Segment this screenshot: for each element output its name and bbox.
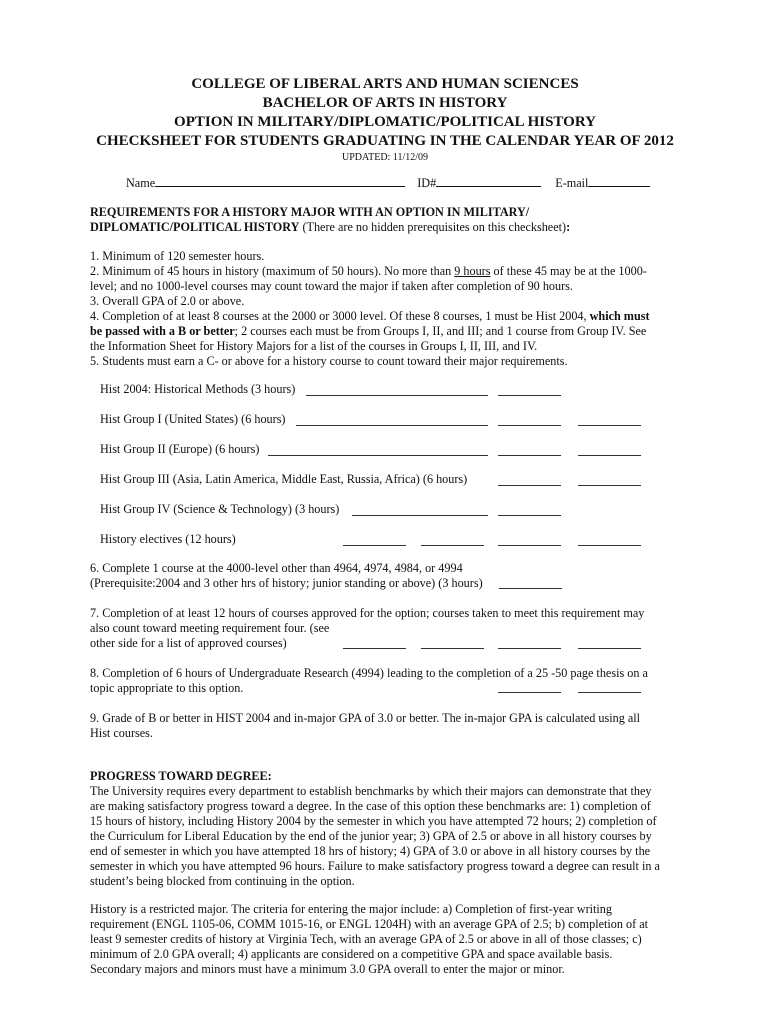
progress-line: student’s being blocked from continuing in the option.	[90, 874, 355, 888]
requirement-7-cont: also count toward meeting requirement four. (see	[90, 621, 330, 635]
grade-blank[interactable]	[343, 545, 406, 546]
grade-blank[interactable]	[578, 692, 641, 693]
id-field[interactable]	[436, 175, 541, 187]
email-field[interactable]	[588, 175, 650, 187]
course-label-group4: Hist Group IV (Science & Technology) (3 hours)	[100, 502, 340, 516]
grade-blank[interactable]	[498, 648, 561, 649]
requirement-5: 5. Students must earn a C- or above for a history course to count toward their major requirements.	[90, 354, 568, 368]
id-label: ID#	[417, 176, 437, 190]
name-field[interactable]	[155, 175, 405, 187]
progress-line: semester in which you have attempted 96 hours. Failure to make satisfactory progress toward a degree can result in a	[90, 859, 660, 873]
grade-blank[interactable]	[578, 485, 641, 486]
course-label-group2: Hist Group II (Europe) (6 hours)	[100, 442, 260, 456]
name-label: Name	[126, 176, 156, 190]
requirement-8: 8. Completion of 6 hours of Undergraduate Research (4994) leading to the completion of a 25 -50 page thesis on a	[90, 666, 648, 680]
requirement-2-cont: level; and no 1000-level courses may count toward the major if taken after completion of 90 hours.	[90, 279, 573, 293]
requirement-3: 3. Overall GPA of 2.0 or above.	[90, 294, 245, 308]
grade-blank[interactable]	[498, 455, 561, 456]
course-label-group1: Hist Group I (United States) (6 hours)	[100, 412, 286, 426]
restricted-major-line: minimum of 2.0 GPA overall; 4) applicants are considered on a competitive GPA and space available basis.	[90, 947, 613, 961]
progress-line: are making satisfactory progress toward a degree. In the case of this option these benchmarks are: 1) completion of	[90, 799, 651, 813]
course-blank[interactable]	[296, 425, 488, 426]
progress-line: end of semester in which you have attempted 18 hrs of history; 4) GPA of 3.0 or above in all history courses by the	[90, 844, 651, 858]
restricted-major-line: Secondary majors and minors must have a minimum 3.0 GPA overall to enter the major or minor.	[90, 962, 565, 976]
checksheet-title: CHECKSHEET FOR STUDENTS GRADUATING IN THE CALENDAR YEAR OF 2012	[96, 133, 674, 149]
course-blank[interactable]	[268, 455, 488, 456]
college-title: COLLEGE OF LIBERAL ARTS AND HUMAN SCIENCES	[191, 76, 579, 92]
course-label-group3: Hist Group III (Asia, Latin America, Middle East, Russia, Africa) (6 hours)	[100, 472, 468, 486]
option-title: OPTION IN MILITARY/DIPLOMATIC/POLITICAL HISTORY	[174, 114, 596, 130]
grade-blank[interactable]	[498, 692, 561, 693]
degree-title: BACHELOR OF ARTS IN HISTORY	[262, 95, 508, 111]
requirement-4: 4. Completion of at least 8 courses at the 2000 or 3000 level. Of these 8 courses, 1 must be Hist 2004, which must	[90, 309, 650, 323]
updated-date: UPDATED: 11/12/09	[341, 152, 429, 163]
grade-blank[interactable]	[498, 485, 561, 486]
requirement-7-cont2: other side for a list of approved courses)	[90, 636, 287, 650]
requirements-heading-line2: DIPLOMATIC/POLITICAL HISTORY (There are no hidden prerequisites on this checksheet):	[90, 220, 571, 234]
grade-blank[interactable]	[498, 515, 561, 516]
student-info-row	[126, 175, 650, 192]
course-blank[interactable]	[306, 395, 488, 396]
grade-blank[interactable]	[578, 648, 641, 649]
requirement-9-cont: Hist courses.	[90, 726, 153, 740]
progress-line: 15 hours of history, including History 2004 by the semester in which you have attempted 72 hours; 2) completion of	[90, 814, 657, 828]
grade-blank[interactable]	[421, 545, 484, 546]
requirements-heading-line1: REQUIREMENTS FOR A HISTORY MAJOR WITH AN OPTION IN MILITARY/	[90, 205, 530, 219]
restricted-major-line: least 9 semester credits of history at Virginia Tech, with an average GPA of 2.5 or above in all of those classes; c)	[90, 932, 642, 946]
grade-blank[interactable]	[498, 395, 561, 396]
requirement-4-cont2: the Information Sheet for History Majors for a list of the courses in Groups I, II, III, and IV.	[90, 339, 538, 353]
email-label: E-mail	[555, 176, 589, 190]
requirement-4-cont: be passed with a B or better; 2 courses each must be from Groups I, II, and III; and 1 course from Group IV. See	[90, 324, 647, 338]
grade-blank[interactable]	[578, 425, 641, 426]
requirement-7: 7. Completion of at least 12 hours of courses approved for the option; courses taken to meet this requirement may	[90, 606, 645, 620]
grade-blank[interactable]	[578, 455, 641, 456]
grade-blank[interactable]	[499, 588, 562, 589]
progress-line: The University requires every department to establish benchmarks by which their majors can demonstrate that they	[90, 784, 652, 798]
restricted-major-line: History is a restricted major. The criteria for entering the major include: a) Completion of first-year writing	[90, 902, 612, 916]
requirement-9: 9. Grade of B or better in HIST 2004 and in-major GPA of 3.0 or better. The in-major GPA is calculated using all	[90, 711, 641, 725]
requirement-8-cont: topic appropriate to this option.	[90, 681, 244, 695]
progress-line: the Curriculum for Liberal Education by the end of the junior year; 3) GPA of 2.5 or above in all history courses by	[90, 829, 652, 843]
requirement-6: 6. Complete 1 course at the 4000-level other than 4964, 4974, 4984, or 4994	[90, 561, 463, 575]
requirement-2: 2. Minimum of 45 hours in history (maximum of 50 hours). No more than 9 hours of these 45 may be at the 1000-	[90, 264, 647, 278]
grade-blank[interactable]	[578, 545, 641, 546]
grade-blank[interactable]	[421, 648, 484, 649]
progress-heading: PROGRESS TOWARD DEGREE:	[90, 769, 272, 783]
course-label-hist2004: Hist 2004: Historical Methods (3 hours)	[100, 382, 296, 396]
requirement-6-cont: (Prerequisite:2004 and 3 other hrs of history; junior standing or above) (3 hours)	[90, 576, 483, 590]
grade-blank[interactable]	[498, 545, 561, 546]
requirement-1: 1. Minimum of 120 semester hours.	[90, 249, 265, 263]
course-blank[interactable]	[352, 515, 488, 516]
grade-blank[interactable]	[498, 425, 561, 426]
grade-blank[interactable]	[343, 648, 406, 649]
restricted-major-line: requirement (ENGL 1105-06, COMM 1015-16, or ENGL 1204H) with an average GPA of 2.5; b) completion of at	[90, 917, 649, 931]
course-label-electives: History electives (12 hours)	[100, 532, 236, 546]
